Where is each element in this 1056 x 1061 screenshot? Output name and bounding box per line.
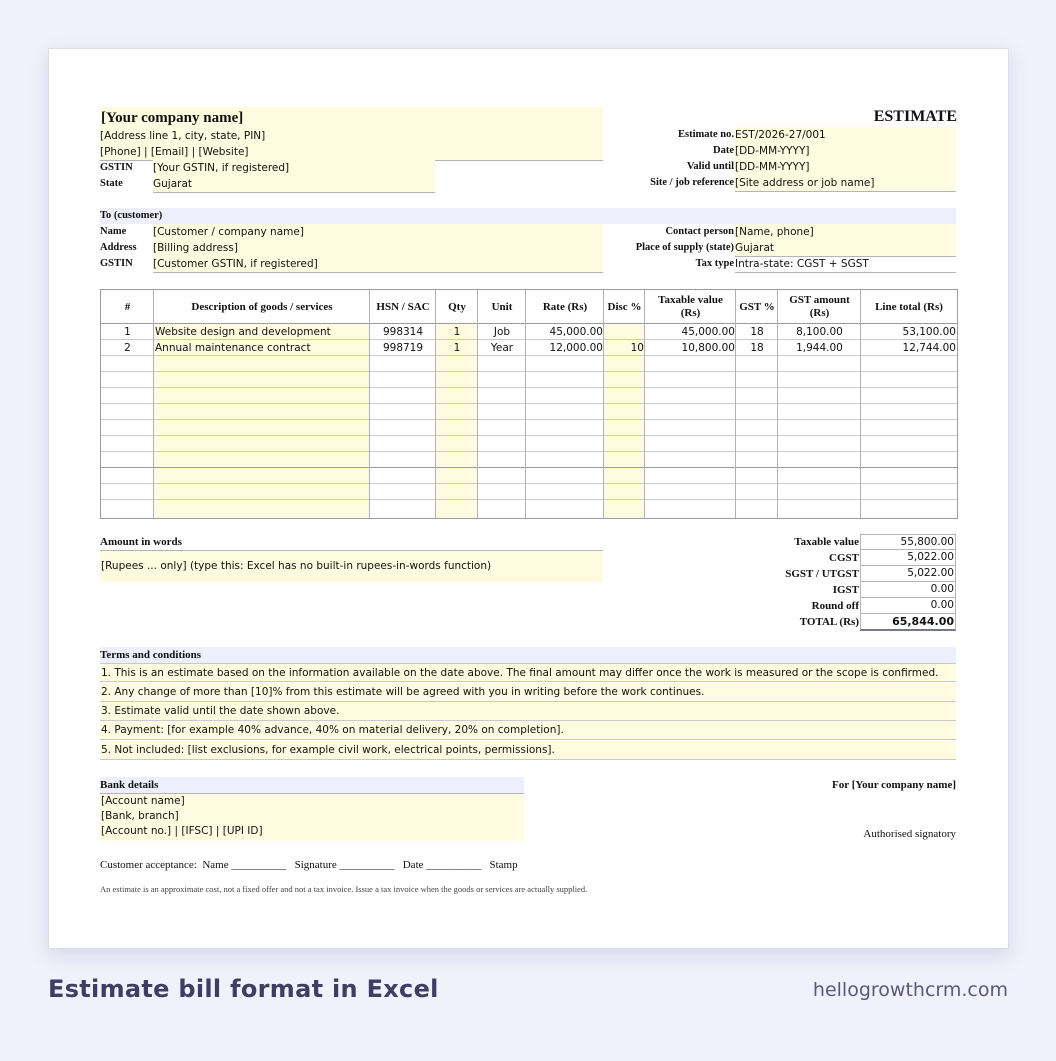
row2-hsn[interactable]: 998719: [382, 342, 424, 354]
row1-gst-pct[interactable]: 18: [750, 326, 764, 338]
col-header-taxable: Taxable value (Rs): [658, 294, 723, 319]
customer-address-label: Address: [100, 242, 137, 253]
bank-details-title: Bank details: [100, 777, 524, 794]
company-contact[interactable]: [Phone] | [Email] | [Website]: [100, 144, 603, 161]
grand-total-value: 65,844.00: [860, 614, 956, 631]
sgst-label: SGST / UTGST: [785, 568, 859, 580]
contact-person-value[interactable]: [Name, phone]: [735, 224, 956, 241]
cgst-value: 5,022.00: [860, 550, 956, 566]
row2-line-total: 12,744.00: [902, 342, 956, 354]
grand-total-label: TOTAL (Rs): [799, 616, 859, 628]
site-ref-value[interactable]: [Site address or job name]: [735, 175, 956, 192]
row2-unit[interactable]: Year: [490, 342, 514, 354]
estimate-no-value[interactable]: EST/2026-27/001: [735, 127, 956, 144]
estimate-no-label: Estimate no.: [678, 129, 734, 140]
col-header-disc: Disc %: [607, 300, 642, 313]
company-state[interactable]: Gujarat: [153, 176, 435, 193]
terms-item-3[interactable]: 3. Estimate valid until the date shown above.: [100, 702, 956, 721]
authorised-signatory-label: Authorised signatory: [863, 828, 956, 840]
col-header-number: #: [124, 300, 131, 313]
row1-rate[interactable]: 45,000.00: [549, 326, 603, 338]
place-of-supply-label: Place of supply (state): [635, 242, 734, 253]
for-company-label: For [Your company name]: [832, 779, 956, 791]
terms-item-2[interactable]: 2. Any change of more than [10]% from this estimate will be agreed with you in writing before the work continues.: [100, 683, 956, 702]
sgst-value: 5,022.00: [860, 566, 956, 582]
page-caption: Estimate bill format in Excel: [48, 975, 439, 1003]
amount-in-words-text: [Rupees ... only] (type this: Excel has no built-in rupees-in-words function): [101, 560, 492, 572]
row1-qty[interactable]: 1: [453, 326, 461, 338]
row1-disc[interactable]: [604, 324, 644, 340]
row1-number: 1: [124, 326, 131, 338]
bank-details-box[interactable]: [100, 794, 524, 841]
col-header-qty: Qty: [448, 300, 466, 313]
company-name: [Your company name]: [101, 110, 244, 126]
contact-person-label: Contact person: [665, 226, 734, 237]
tax-type-label: Tax type: [695, 258, 734, 269]
valid-until-value[interactable]: [DD-MM-YYYY]: [735, 159, 956, 176]
customer-section-title: To (customer): [100, 208, 956, 224]
customer-name-value[interactable]: [Customer / company name]: [153, 224, 603, 241]
row2-gst-amount: 1,944.00: [796, 342, 843, 354]
terms-item-5[interactable]: 5. Not included: [list exclusions, for example civil work, electrical points, permissions].: [100, 741, 956, 760]
website-label: hellogrowthcrm.com: [812, 979, 1008, 1001]
terms-title: Terms and conditions: [100, 647, 956, 663]
company-address[interactable]: [Address line 1, city, state, PIN]: [100, 128, 603, 145]
items-table: [100, 289, 958, 519]
cgst-label: CGST: [829, 552, 859, 564]
igst-value: 0.00: [860, 582, 956, 598]
company-name-cell[interactable]: [100, 107, 603, 129]
row1-gst-amount: 8,100.00: [796, 326, 843, 338]
amount-in-words-label: Amount in words: [100, 536, 182, 548]
col-header-gst-pct: GST %: [739, 300, 775, 313]
row1-taxable: 45,000.00: [681, 326, 735, 338]
row2-taxable: 10,800.00: [681, 342, 735, 354]
customer-gstin-value[interactable]: [Customer GSTIN, if registered]: [153, 256, 603, 273]
col-header-description: Description of goods / services: [191, 300, 333, 313]
col-header-gst-amount: GST amount (Rs): [789, 294, 850, 319]
disclaimer-note: An estimate is an approximate cost, not a fixed offer and not a tax invoice. Issue a tax invoice when the goods or services are actually supplied.: [100, 884, 588, 894]
col-header-unit: Unit: [491, 300, 513, 313]
site-ref-label: Site / job reference: [650, 177, 734, 188]
row1-line-total: 53,100.00: [902, 326, 956, 338]
bank-account-name: [Account name]: [101, 795, 185, 807]
document-title: ESTIMATE: [873, 108, 957, 125]
bank-branch: [Bank, branch]: [101, 810, 179, 822]
date-label: Date: [713, 145, 734, 156]
round-off-label: Round off: [811, 600, 859, 612]
place-of-supply-value[interactable]: Gujarat: [735, 240, 956, 257]
row1-hsn[interactable]: 998314: [382, 326, 424, 338]
terms-item-1[interactable]: 1. This is an estimate based on the information available on the date above. The final amount may differ once the work is measured or the scope is confirmed.: [100, 663, 956, 682]
col-header-rate: Rate (Rs): [542, 300, 588, 313]
amount-in-words-value[interactable]: [100, 550, 603, 582]
row2-gst-pct[interactable]: 18: [750, 342, 764, 354]
valid-until-label: Valid until: [686, 161, 734, 172]
row1-unit[interactable]: Job: [493, 326, 511, 338]
total-taxable-label: Taxable value: [794, 536, 859, 548]
date-value[interactable]: [DD-MM-YYYY]: [735, 143, 956, 160]
estimate-sheet: [48, 48, 1009, 949]
round-off-value[interactable]: 0.00: [860, 598, 956, 614]
row2-qty[interactable]: 1: [453, 342, 461, 354]
row1-description[interactable]: Website design and development: [155, 326, 331, 338]
customer-address-value[interactable]: [Billing address]: [153, 240, 603, 257]
total-taxable-value: 55,800.00: [860, 534, 956, 550]
row2-number: 2: [124, 342, 131, 354]
gstin-label: GSTIN: [100, 162, 133, 173]
customer-gstin-label: GSTIN: [100, 258, 133, 269]
customer-acceptance-line: Customer acceptance: Name __________ Signature __________ Date __________ Stamp: [100, 859, 518, 871]
col-header-line-total: Line total (Rs): [875, 300, 943, 313]
igst-label: IGST: [832, 584, 859, 596]
customer-name-label: Name: [100, 226, 127, 237]
tax-type-value[interactable]: Intra-state: CGST + SGST: [735, 256, 956, 273]
row2-rate[interactable]: 12,000.00: [549, 342, 603, 354]
row2-description[interactable]: Annual maintenance contract: [155, 342, 311, 354]
row2-disc[interactable]: 10: [630, 342, 644, 354]
company-gstin[interactable]: [Your GSTIN, if registered]: [153, 160, 435, 177]
state-label: State: [100, 178, 123, 189]
col-header-hsn: HSN / SAC: [376, 300, 430, 313]
bank-account-details: [Account no.] | [IFSC] | [UPI ID]: [101, 825, 263, 837]
terms-item-4[interactable]: 4. Payment: [for example 40% advance, 40% on material delivery, 20% on completion].: [100, 721, 956, 740]
